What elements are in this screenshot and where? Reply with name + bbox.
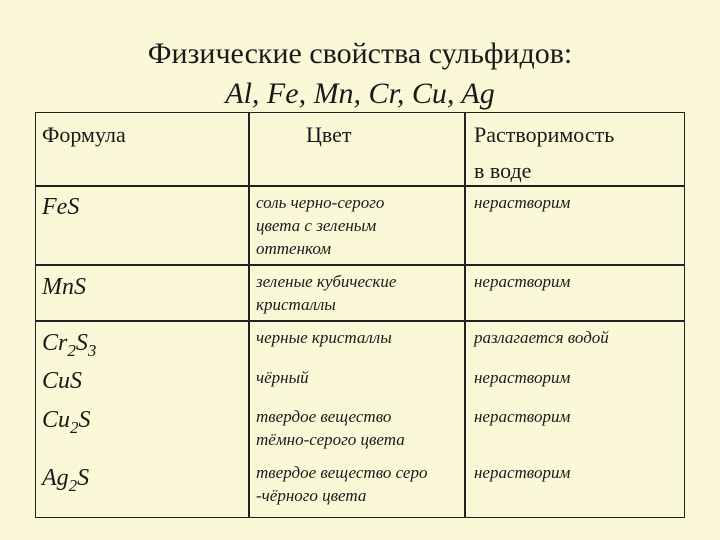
color-fes: соль черно-серого цвета с зеленым оттенком [256, 193, 385, 258]
formula-ag2s: $Ag_2S$ [42, 465, 90, 495]
formula-cr2s3: $Cr_2S_3$ [42, 330, 97, 360]
color-cu2s: твердое вещество тёмно-серого цвета [256, 407, 405, 449]
header-solubility-line-2: в воде [474, 158, 532, 183]
color-mns: зеленые кубические кристаллы [256, 272, 397, 314]
formula-cu2s: $Cu_2S$ [42, 407, 91, 437]
solubility-cr2s3: разлагается водой [474, 328, 609, 347]
row-divider [36, 320, 684, 322]
header-formula: Формула [42, 122, 126, 147]
slide-title [0, 34, 720, 114]
sulfides-table [35, 112, 685, 518]
title-line-1: Физические свойства сульфидов: [147, 37, 573, 70]
column-divider [248, 113, 250, 517]
header-solubility [474, 117, 614, 189]
solubility-ag2s: нерастворим [474, 463, 571, 482]
title-line-2: Al, Fe, Mn, Cr, Cu, Ag [225, 77, 495, 110]
formula-fes: FeS [42, 194, 80, 220]
formula-cus: CuS [42, 368, 83, 394]
header-solubility-line-1: Растворимость [474, 122, 615, 147]
formula-mns: MnS [42, 274, 86, 300]
solubility-cus: нерастворим [474, 368, 571, 387]
color-cus: чёрный [256, 368, 309, 387]
header-color: Цвет [306, 122, 352, 147]
solubility-fes: нерастворим [474, 193, 571, 212]
row-divider [36, 264, 684, 266]
solubility-cu2s: нерастворим [474, 407, 571, 426]
color-cr2s3: черные кристаллы [256, 328, 392, 347]
color-ag2s: твердое вещество серо -чёрного цвета [256, 463, 428, 505]
column-divider [464, 113, 466, 517]
solubility-mns: нерастворим [474, 272, 571, 291]
